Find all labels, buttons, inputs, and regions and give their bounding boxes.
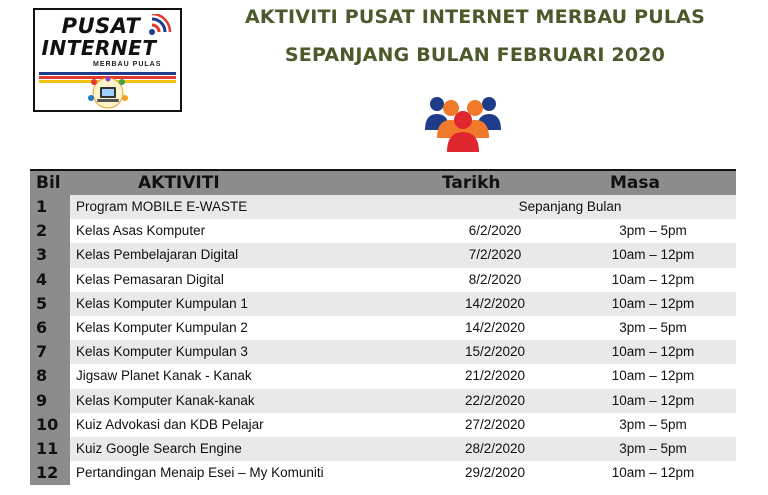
pusat-internet-logo [33,8,182,112]
row-tarikh: 6/2/2020 [468,223,522,239]
logo-word-pusat: PUSAT [61,14,141,38]
header-tarikh: Tarikh [442,173,501,193]
table-row [30,437,736,461]
row-masa: 10am – 12pm [611,271,695,287]
table-row [30,292,736,316]
row-masa: 3pm – 5pm [619,223,687,239]
row-bil: 1 [30,195,70,219]
table-row [30,364,736,388]
header-bil: Bil [36,173,61,193]
row-bil: 3 [30,243,70,267]
row-tarikh: 14/2/2020 [464,295,526,311]
row-spanning: Sepanjang Bulan [518,199,622,214]
row-masa: 3pm – 5pm [619,416,687,432]
row-bil: 5 [30,292,70,316]
row-masa: 10am – 12pm [611,344,695,360]
row-masa: 3pm – 5pm [619,319,687,335]
table-row [30,243,736,267]
row-bil: 6 [30,316,70,340]
page-subtitle: SEPANJANG BULAN FEBRUARI 2020 [284,44,666,66]
activity-table [30,169,736,485]
table-row [30,219,736,243]
row-aktiviti: Pertandingan Menaip Esei – My Komuniti [76,465,324,481]
row-masa: 10am – 12pm [611,295,695,311]
table-header-row [30,169,736,195]
table-row [30,316,736,340]
row-aktiviti: Kuiz Advokasi dan KDB Pelajar [76,416,264,432]
row-masa: 10am – 12pm [611,465,695,481]
row-tarikh: 15/2/2020 [464,344,526,360]
row-bil: 12 [30,461,70,485]
table-row [30,389,736,413]
row-bil: 2 [30,219,70,243]
logo-subtitle: MERBAU PULAS [93,61,162,68]
page-title: AKTIVITI PUSAT INTERNET MERBAU PULAS [245,6,705,28]
row-aktiviti: Kelas Komputer Kumpulan 3 [76,344,248,360]
row-aktiviti: Kelas Komputer Kanak-kanak [76,392,255,408]
people-group-icon [423,92,503,154]
row-tarikh: 28/2/2020 [464,440,526,456]
row-masa: 10am – 12pm [611,392,695,408]
row-tarikh: 27/2/2020 [464,416,526,432]
row-aktiviti: Kelas Komputer Kumpulan 1 [76,295,248,311]
row-bil: 10 [30,413,70,437]
table-row [30,268,736,292]
row-bil: 7 [30,340,70,364]
row-bil: 11 [30,437,70,461]
table-row [30,195,736,219]
row-tarikh: 21/2/2020 [464,368,526,384]
row-masa: 10am – 12pm [611,368,695,384]
row-tarikh: 22/2/2020 [464,392,526,408]
row-aktiviti: Kelas Pemasaran Digital [76,271,224,287]
row-tarikh: 8/2/2020 [468,271,522,287]
computer-emblem-icon [85,76,131,110]
logo-word-internet: INTERNET [41,36,157,60]
header-aktiviti: AKTIVITI [138,173,220,193]
row-bil: 8 [30,364,70,388]
row-aktiviti: Kelas Komputer Kumpulan 2 [76,319,248,335]
table-row [30,340,736,364]
row-aktiviti: Program MOBILE E-WASTE [76,199,248,214]
row-tarikh: 14/2/2020 [464,319,526,335]
row-aktiviti: Kelas Asas Komputer [76,223,206,239]
row-aktiviti: Kelas Pembelajaran Digital [76,247,239,263]
table-row [30,413,736,437]
row-bil: 4 [30,268,70,292]
row-bil: 9 [30,389,70,413]
logo-stripe-blue [39,72,176,75]
header-masa: Masa [610,173,660,193]
row-tarikh: 7/2/2020 [468,247,522,263]
row-tarikh: 29/2/2020 [464,465,526,481]
table-row [30,461,736,485]
row-aktiviti: Jigsaw Planet Kanak - Kanak [76,368,252,384]
row-aktiviti: Kuiz Google Search Engine [76,440,242,456]
row-masa: 3pm – 5pm [619,440,687,456]
row-masa: 10am – 12pm [611,247,695,263]
